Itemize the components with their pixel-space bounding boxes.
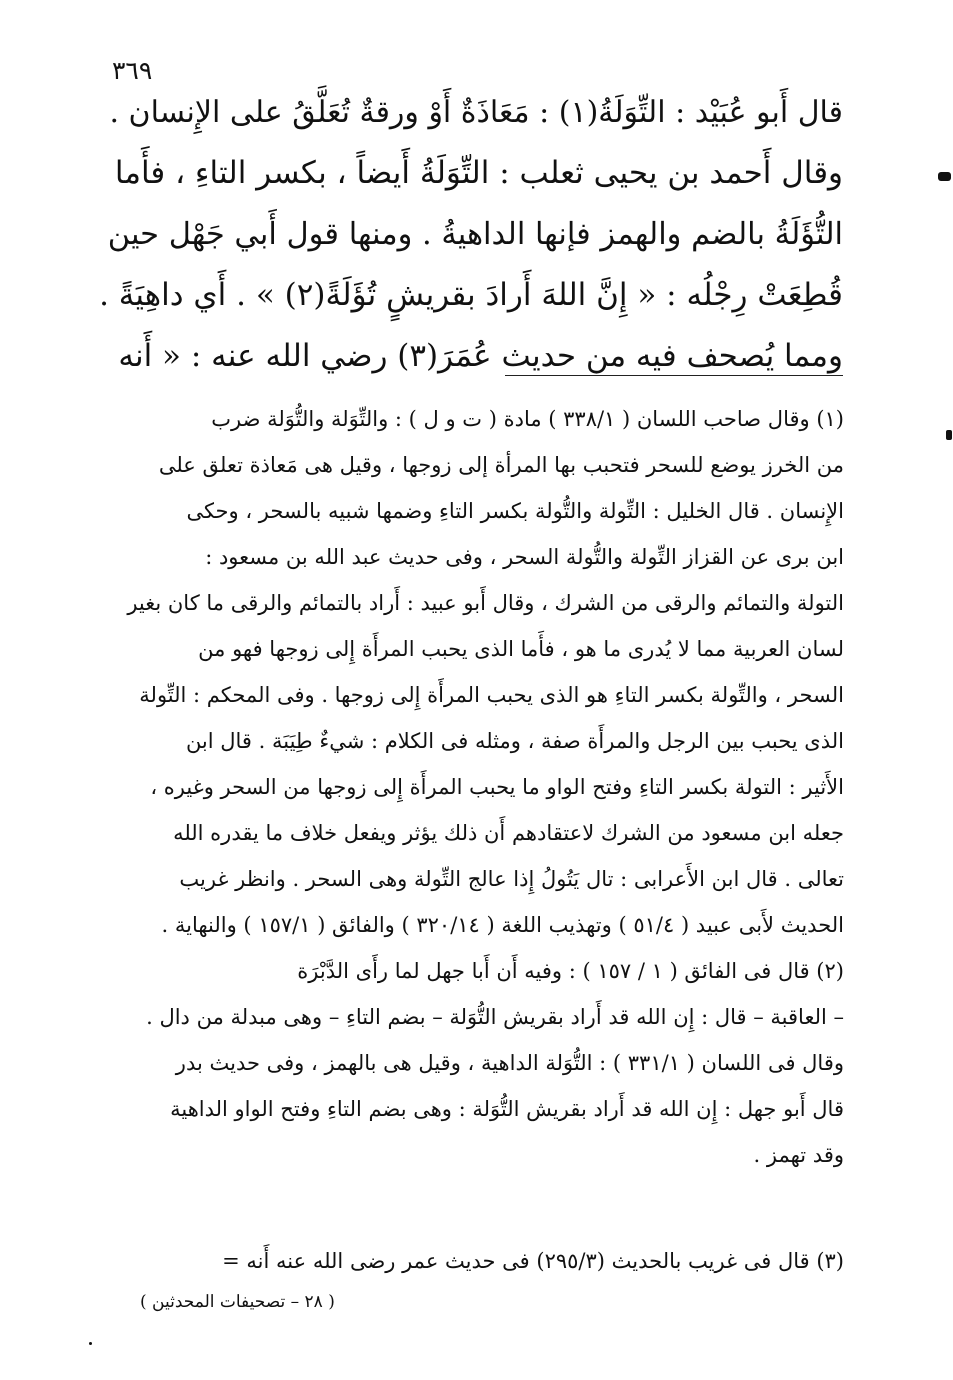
footnote-line: (٢) قال فى الفائق ( ١ / ١٥٧ ) : وفيه أَن أَبا جهل لما رأَى الدَّبْرَة: [297, 959, 844, 983]
main-text-line: التُّؤَلَةُ بالضم والهمز فإنها الداهيةُ . ومنها قول أَبي جَهْل حين: [107, 217, 843, 252]
footnote-line: قال أَبو جهل : إِن الله قد أَراد بقريش التُّوَلة : وهى بضم التاءِ وفتح الواو الداهية: [170, 1097, 844, 1121]
footnotes: [112, 396, 844, 1178]
footnote-line: الإِنسان . قال الخليل : التِّولة والتُّولة بكسر التاءِ وضمها شبيه بالسحر ، وحكى: [186, 499, 844, 523]
footnote-line: تعالى . قال ابن الأَعرابى : تال يَتُولُ إِذا عالج التِّولة وهى السحر . وانظر غريب: [179, 867, 844, 891]
footnote-line: (٣) قال فى غريب بالحديث (٢٩٥/٣) فى حديث عمر رضى الله عنه أَنه =: [222, 1249, 844, 1273]
footnote-line: لسان العربية مما لا يُدرى ما هو ، فأَما الذى يحبب المرأَة إِلى زوجها فهو من: [198, 637, 844, 661]
main-text-line: قُطِعَتْ رِجْلُه : « إِنَّ اللهَ أَرادَ بقريشٍ تُؤَلَةً(٢) » . أَي داهِيَةً .: [99, 277, 843, 313]
footnote-line: (١) وقال صاحب اللسان ( ٣٣٨/١ ) مادة ( ت و ل ) : والتِّوَلة والتُّوَلة ضرب: [211, 407, 844, 431]
main-text-line: ومما يُصحف فيه من حديث عُمَرَ(٣) رضي الله عنه : « أَنه: [118, 338, 843, 374]
scan-mark: [89, 1342, 92, 1345]
footnote-divider: [505, 375, 843, 376]
footnote-2: [112, 948, 844, 1178]
footnote-line: وقد تهمز .: [753, 1143, 844, 1167]
page-number: ٣٦٩: [112, 56, 153, 85]
footnote-line: الذى يحبب بين الرجل والمرأَة صفة ، ومثله فى الكلام : شيءٌ طِيَبَة . قال ابن: [185, 729, 844, 753]
footnote-line: – العاقبة – قال : إِن الله قد أَراد بقريش التُّوَلة – بضم التاءِ – وهى مبدلة من دال .: [146, 1005, 844, 1029]
footnote-line: الأَثير : التولة بكسر التاءِ وفتح الواو ما يحبب المرأَة إِلى زوجها من السحر وغيره ،: [150, 775, 844, 799]
main-text-line: قال أَبو عُبَيْد : التِّوَلَةُ(١) : مَعَاذَةٌ أَوْ ورقةٌ تُعَلَّقُ على الإِنسان .: [109, 95, 843, 130]
scan-mark: [946, 430, 952, 440]
running-footer: ( ٢٨ – تصحيفات المحدثين ): [140, 1292, 335, 1312]
footnote-line: الحديث لأَبى عبيد ( ٥١/٤ ) وتهذيب اللغة ( ٣٢٠/١٤ ) والفائق ( ١٥٧/١ ) والنهاية .: [161, 913, 844, 937]
footnote-1: [112, 396, 844, 948]
main-text-line: وقال أَحمد بن يحيى ثعلب : التِّوَلَةُ أَيضاً ، بكسر التاءِ ، فأَما: [114, 155, 843, 191]
footnote-line: السحر ، والتِّولة بكسر التاءِ هو الذى يحبب المرأَة إِلى زوجها . وفى المحكم : التِّولة: [139, 683, 844, 707]
scan-mark: [938, 172, 951, 181]
footnote-line: ابن برى عن القزاز التِّولة والتُّولة السحر ، وفى حديث عبد الله بن مسعود :: [205, 545, 844, 569]
footnote-line: وقال فى اللسان ( ٣٣١/١ ) : التُّوَلة الداهية ، وقيل هى بالهمز ، وفى حديث بدر: [175, 1051, 844, 1075]
footnote-3: [112, 1238, 844, 1284]
main-text: [98, 82, 843, 387]
footnote-line: التولة والتمائم والرقى من الشرك ، وقال أَبو عبيد : أَراد بالتمائم والرقى ما كان بغير: [127, 591, 844, 615]
footnote-line: جعله ابن مسعود من الشرك لاعتقادهم أَن ذلك يؤثر ويفعل خلاف ما يقدره الله: [173, 821, 844, 845]
footnote-line: من الخرز يوضع للسحر فتحبب بها المرأة إلى زوجها ، وقيل هى مَعاذة تعلق على: [158, 453, 844, 477]
